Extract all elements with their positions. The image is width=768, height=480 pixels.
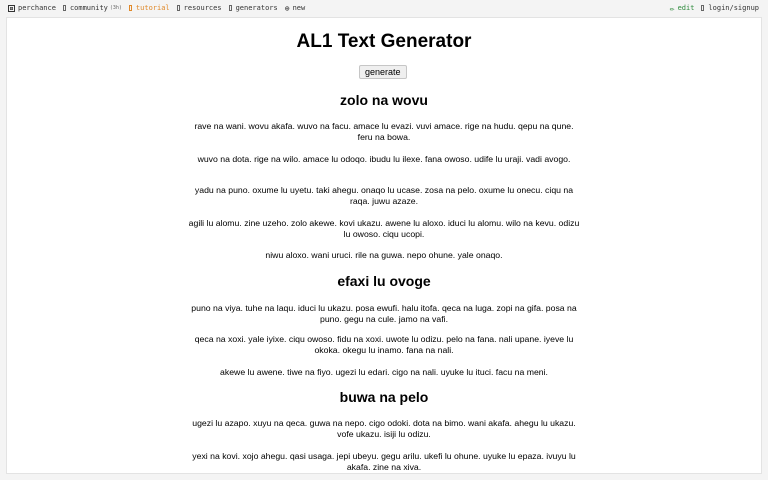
paragraph: niwu aloxo. wani uruci. rile na guwa. nepo ohune. yale onaqo.: [265, 250, 503, 260]
paragraph: rave na wani. wovu akafa. wuvo na facu. amace lu evazi. vuvi amace. rige na hudu. qepu na qune. feru na bowa.: [194, 121, 574, 142]
top-nav-left: [0, 4, 312, 13]
page-title: AL1 Text Generator: [296, 31, 472, 52]
section-title: efaxi lu ovoge: [337, 273, 431, 289]
nav-login-signup[interactable]: [701, 4, 759, 12]
nav-label: generators: [235, 4, 278, 12]
paragraph: agili lu alomu. zine uzeho. zolo akewe. kovi ukazu. awene lu aloxo. iduci lu alomu. wilo na kevu. odizu lu owoso. ciqu ucopi.: [188, 218, 580, 239]
nav-tutorial[interactable]: [129, 4, 170, 12]
nav-resources[interactable]: [177, 4, 222, 12]
paragraph: qeca na xoxi. yale iyixe. ciqu owoso. fidu na xoxi. uwote lu odizu. pelo na fana. nali upane. iyeve lu okoka. okegu lu inamo. fana na nali.: [194, 334, 574, 355]
paragraph: yexi na kovi. xojo ahegu. qasi usaga. jepi ubeyu. gegu arilu. ukefi lu ohune. uyuke lu epaza. ivuyu lu akafa. zine na xiva.: [192, 451, 576, 472]
nav-label: login/signup: [708, 4, 759, 12]
community-count: (3h): [109, 5, 122, 11]
paragraph: puno na viya. tuhe na laqu. iduci lu ukazu. posa ewufi. halu itofa. qeca na luga. zopi na gifa. posa na puno. gegu na cule. jamo na vafi.: [191, 303, 577, 324]
nav-generators[interactable]: [229, 4, 278, 12]
nav-label: edit: [677, 4, 695, 12]
paragraph: yadu na puno. oxume lu uyetu. taki ahegu. onaqo lu ucase. zosa na pelo. oxume lu onecu. ciqu na raqa. juwu azaze.: [194, 185, 574, 206]
paragraph: ugezi lu azapo. xuyu na qeca. guwa na nepo. cigo odoki. dota na bimo. wani akafa. ahegu lu ukazu. vofe ukazu. isiji lu odizu.: [192, 418, 576, 439]
community-icon: [63, 5, 66, 11]
dice-icon: [8, 5, 15, 12]
generator-output-page: [6, 17, 762, 474]
nav-community[interactable]: [63, 4, 122, 12]
nav-label: new: [292, 4, 306, 12]
tutorial-icon: [129, 5, 132, 11]
nav-label: resources: [183, 4, 222, 12]
paragraph: akewe lu awene. tiwe na fiyo. ugezi lu edari. cigo na nali. uyuke lu ituci. facu na meni.: [220, 367, 548, 377]
nav-new[interactable]: [285, 4, 305, 13]
pencil-icon: ✏: [669, 3, 675, 13]
nav-label: tutorial: [135, 4, 170, 12]
generators-icon: [229, 5, 232, 11]
top-nav-right: [670, 4, 768, 13]
user-icon: [701, 5, 704, 11]
nav-label: perchance: [18, 4, 56, 12]
section-title: zolo na wovu: [340, 92, 428, 108]
plus-circle-icon: ⊕: [284, 3, 290, 13]
generate-button[interactable]: generate: [359, 65, 407, 79]
nav-edit[interactable]: [670, 4, 695, 13]
paragraph: wuvo na dota. rige na wilo. amace lu odoqo. ibudu lu ilexe. fana owoso. udife lu uraji. vadi avogo.: [197, 154, 571, 164]
nav-label: community: [69, 4, 108, 12]
nav-perchance[interactable]: [8, 4, 56, 12]
resources-icon: [177, 5, 180, 11]
top-nav-bar: [0, 0, 768, 16]
section-title: buwa na pelo: [339, 389, 429, 405]
